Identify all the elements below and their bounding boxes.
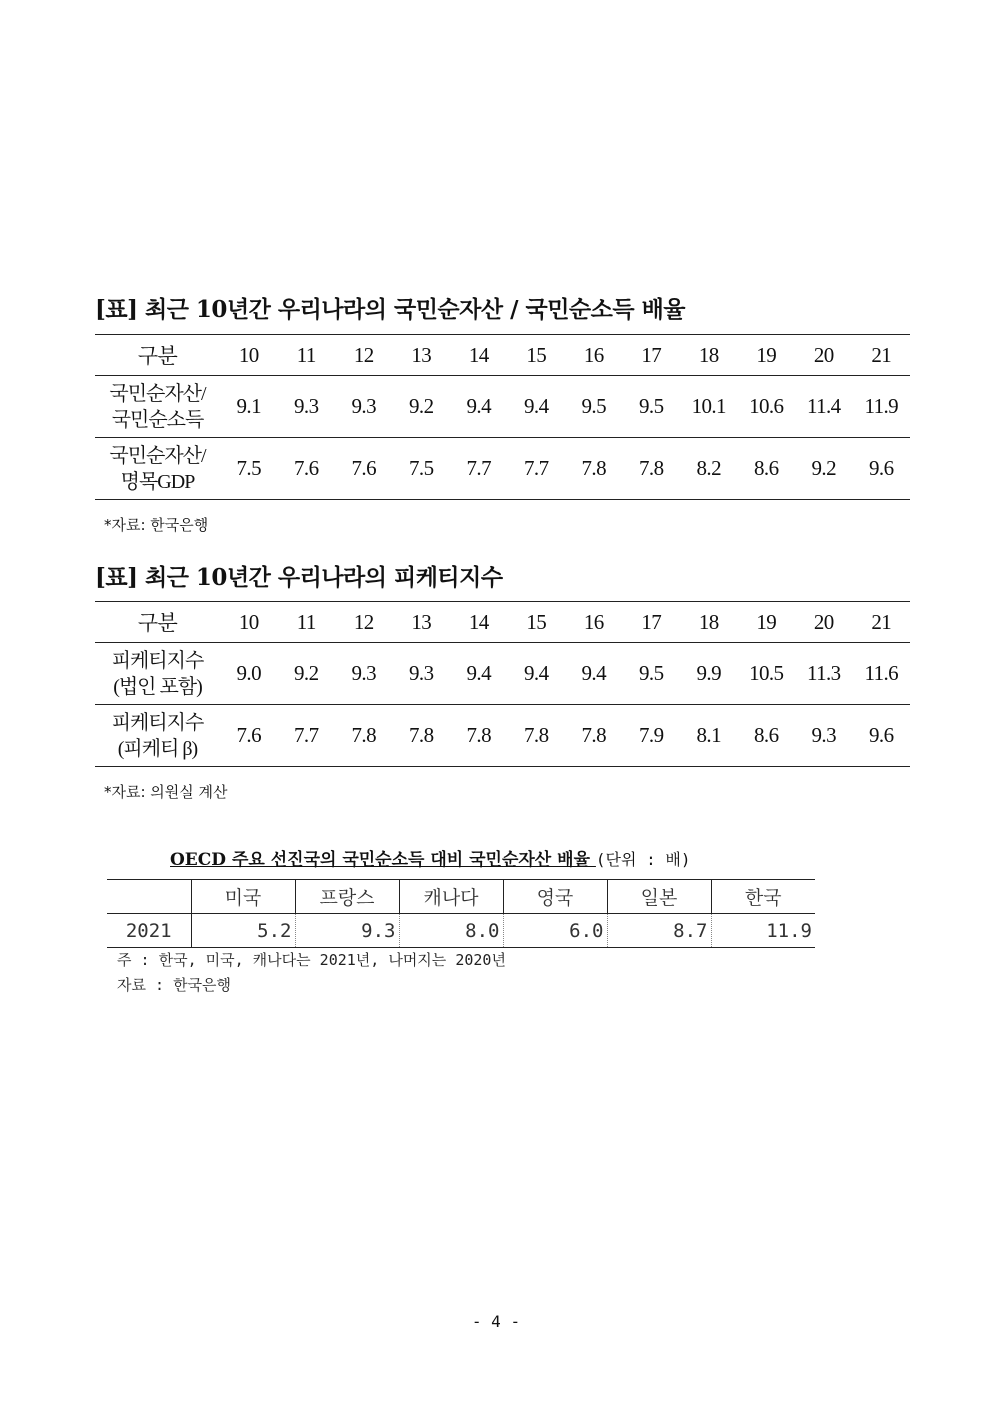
year-header: 10 [220,602,278,643]
table-cell: 9.5 [565,376,623,438]
table-cell: 7.8 [565,438,623,500]
year-header: 19 [738,602,796,643]
year-header: 11 [278,602,336,643]
table-row [95,705,910,767]
table-header-row [107,880,815,914]
table-cell: 7.6 [278,438,336,500]
table-cell: 9.3 [335,376,393,438]
table-cell: 5.2 [191,914,295,948]
table-cell: 11.6 [853,643,911,705]
oecd-footnote: 주 : 한국, 미국, 캐나다는 2021년, 나머지는 2020년 [117,951,506,969]
year-header: 11 [278,335,336,376]
year-header: 13 [393,335,451,376]
table-cell: 9.3 [278,376,336,438]
table-cell: 7.8 [623,438,681,500]
row-label-line2: 명목GDP [120,470,195,493]
row-label [95,643,220,705]
table-cell: 9.3 [295,914,399,948]
year-header: 16 [565,602,623,643]
source-note: *자료: 한국은행 [104,516,209,534]
row-label-line2: (피케티 β) [117,737,198,760]
table-cell: 7.8 [508,705,566,767]
header-label: 구분 [95,602,220,643]
year-header: 18 [680,602,738,643]
row-label-line2: (법인 포함) [113,675,202,698]
table-cell: 7.7 [508,438,566,500]
year-header: 15 [508,335,566,376]
year-header: 19 [738,335,796,376]
table-cell: 7.7 [278,705,336,767]
header-label: 구분 [95,335,220,376]
row-label [95,376,220,438]
table-cell: 8.1 [680,705,738,767]
year-cell: 2021 [107,914,191,948]
year-header: 21 [853,335,911,376]
table-cell: 11.9 [853,376,911,438]
year-header: 20 [795,602,853,643]
oecd-table-title: OECD 주요 선진국의 국민순소득 대비 국민순자산 배율 [170,850,596,870]
table-cell: 11.4 [795,376,853,438]
table-cell: 9.5 [623,376,681,438]
unit-label: (단위 : 배) [595,850,691,869]
table-header-row [95,602,910,643]
table-row [95,438,910,500]
table-cell: 9.2 [795,438,853,500]
table-cell: 6.0 [503,914,607,948]
section2-title: [표] 최근 10년간 우리나라의 피케티지수 [95,564,503,591]
year-header: 10 [220,335,278,376]
table-cell: 7.8 [565,705,623,767]
country-header: 미국 [191,880,295,914]
table-cell: 8.0 [399,914,503,948]
row-label-line1: 국민순자산/ [109,382,206,405]
table-cell: 8.7 [607,914,711,948]
empty-header-cell [107,880,191,914]
year-header: 21 [853,602,911,643]
table-cell: 7.8 [393,705,451,767]
year-header: 14 [450,335,508,376]
year-header: 14 [450,602,508,643]
table-cell: 8.6 [738,705,796,767]
table-cell: 9.3 [393,643,451,705]
year-header: 20 [795,335,853,376]
table-cell: 9.3 [335,643,393,705]
table-cell: 11.3 [795,643,853,705]
table-cell: 7.6 [335,438,393,500]
oecd-table-caption [170,845,690,870]
table-cell: 9.2 [278,643,336,705]
country-header: 캐나다 [399,880,503,914]
section1-title: [표] 최근 10년간 우리나라의 국민순자산 / 국민순소득 배율 [95,296,686,323]
oecd-source-note: 자료 : 한국은행 [117,976,232,994]
table-cell: 10.1 [680,376,738,438]
year-header: 13 [393,602,451,643]
row-label-line1: 피케티지수 [111,649,204,672]
year-header: 12 [335,335,393,376]
oecd-comparison-table [107,879,815,948]
table-header-row [95,335,910,376]
table-cell: 7.6 [220,705,278,767]
country-header: 한국 [711,880,815,914]
net-asset-ratio-table [95,334,910,500]
table-cell: 7.8 [335,705,393,767]
table-cell: 9.0 [220,643,278,705]
table-cell: 8.2 [680,438,738,500]
table-cell: 9.4 [508,376,566,438]
page-number: - 4 - [471,1312,521,1331]
year-header: 12 [335,602,393,643]
table-cell: 9.5 [623,643,681,705]
table-cell: 7.5 [393,438,451,500]
source-note: *자료: 의원실 계산 [104,783,228,801]
row-label [95,705,220,767]
table-cell: 7.7 [450,438,508,500]
row-label-line1: 국민순자산/ [109,444,206,467]
year-header: 18 [680,335,738,376]
table-cell: 7.9 [623,705,681,767]
year-header: 17 [623,602,681,643]
table-cell: 9.6 [853,438,911,500]
table-row [95,376,910,438]
country-header: 프랑스 [295,880,399,914]
table-cell: 9.4 [565,643,623,705]
country-header: 일본 [607,880,711,914]
row-label-line1: 피케티지수 [111,711,204,734]
table-row [107,914,815,948]
year-header: 17 [623,335,681,376]
table-cell: 7.5 [220,438,278,500]
table-cell: 9.9 [680,643,738,705]
country-header: 영국 [503,880,607,914]
table-cell: 10.5 [738,643,796,705]
table-cell: 9.6 [853,705,911,767]
table-cell: 10.6 [738,376,796,438]
table-cell: 9.4 [508,643,566,705]
row-label [95,438,220,500]
table-cell: 9.4 [450,643,508,705]
year-header: 16 [565,335,623,376]
row-label-line2: 국민순소득 [111,408,204,431]
table-cell: 11.9 [711,914,815,948]
table-cell: 7.8 [450,705,508,767]
table-cell: 9.1 [220,376,278,438]
table-cell: 9.2 [393,376,451,438]
table-row [95,643,910,705]
table-cell: 9.3 [795,705,853,767]
piketty-index-table [95,601,910,767]
year-header: 15 [508,602,566,643]
table-cell: 8.6 [738,438,796,500]
table-cell: 9.4 [450,376,508,438]
